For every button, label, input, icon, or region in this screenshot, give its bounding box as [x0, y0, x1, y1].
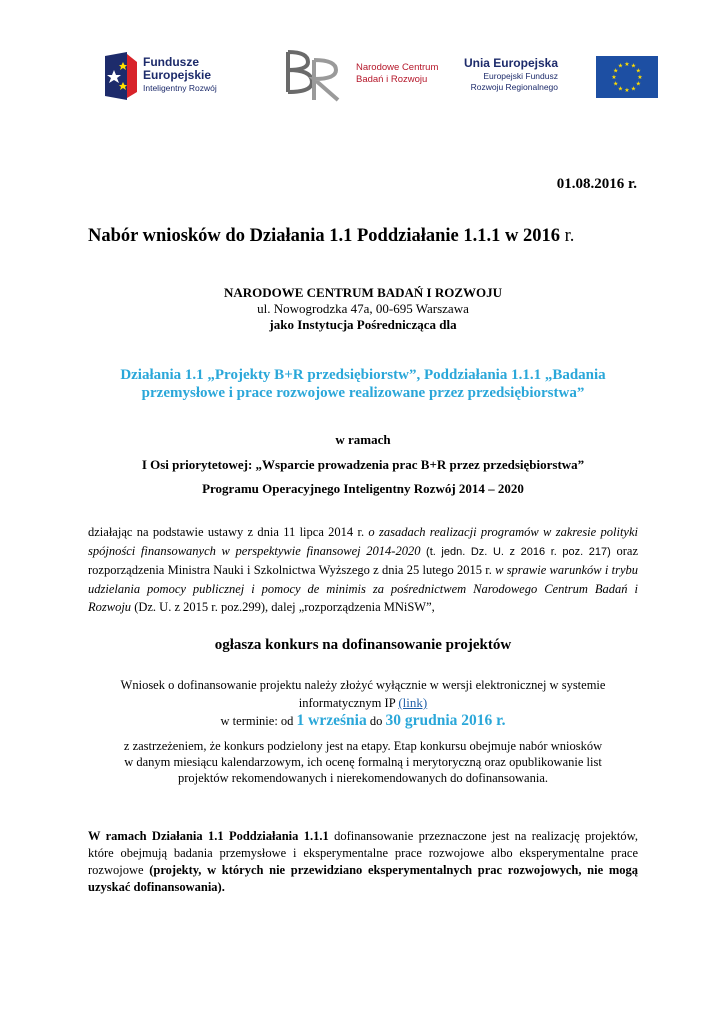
stages-line3: projektów rekomendowanych i nierekomendowanych do dofinansowania. — [177, 771, 549, 785]
action-title — [88, 366, 638, 402]
ncbr-logo — [284, 48, 454, 104]
ncbr-logo-line2: Badań i Rozwoju — [356, 74, 428, 85]
page-title — [88, 226, 574, 247]
stages-line2: w danym miesiącu kalendarzowym, ich ocenę formalną i merytoryczną oraz opublikowanie list — [124, 755, 602, 769]
funding-scope-paragraph — [88, 828, 638, 896]
page-title-text: Nabór wniosków do Działania 1.1 Poddziałanie 1.1.1 w 2016 — [88, 226, 560, 246]
submission-info — [88, 677, 638, 730]
org-address: ul. Nowogrodzka 47a, 00-695 Warszawa — [257, 301, 469, 316]
funding-scope-text: dofinansowanie przeznaczone jest na realizację projektów, które obejmują badania przemysłowe i eksperymentalne prace rozwojowe albo eksperymentalne prace rozwojowe — [88, 829, 638, 877]
eu-star-icon: ★ — [635, 68, 641, 75]
term-end-date: 30 grudnia 2016 r. — [385, 712, 506, 729]
eu-star-icon: ★ — [630, 86, 637, 93]
ue-logo-line3: Rozwoju Regionalnego — [470, 82, 558, 92]
legal-text-3: (Dz. U. z 2015 r. poz.299), dalej „rozporządzenia MNiSW”, — [131, 600, 435, 614]
ue-logo-line1: Unia Europejska — [463, 56, 558, 70]
eu-star-icon: ★ — [637, 75, 643, 81]
legal-citation: (t. jedn. Dz. U. z 2016 r. poz. 217) — [420, 545, 611, 558]
unia-europejska-logo — [463, 52, 666, 104]
legal-basis-paragraph — [88, 523, 638, 617]
submission-term — [88, 712, 638, 730]
eu-flag-icon — [596, 56, 658, 98]
page-title-suffix: r. — [559, 226, 575, 246]
term-start-date: 1 września — [296, 712, 367, 729]
ue-logo-line2: Europejski Fundusz — [483, 71, 558, 81]
fe-logo-line2: Europejskie — [143, 68, 212, 82]
submission-info-line2-text: informatycznym IP — [298, 696, 399, 710]
stages-paragraph — [88, 738, 638, 786]
submission-system-link[interactable]: (link) — [398, 695, 428, 710]
ncbr-br-mark-icon — [284, 48, 348, 104]
term-mid: do — [366, 714, 386, 728]
funding-scope-lead: W ramach Działania 1.1 Poddziałania 1.1.1 — [88, 829, 329, 843]
submission-info-line2 — [88, 694, 638, 712]
eu-star-icon: ★ — [613, 81, 619, 88]
fundusze-europejskie-logo — [105, 52, 235, 104]
w-ramach-label: w ramach — [335, 432, 391, 447]
fe-logo-text — [143, 56, 217, 95]
org-name: NARODOWE CENTRUM BADAŃ I ROZWOJU — [223, 285, 503, 300]
fe-logo-line1: Fundusze — [143, 55, 199, 69]
ue-logo-text — [464, 56, 558, 93]
eu-star-icon: ★ — [624, 88, 630, 94]
priority-axis-title: I Osi priorytetowej: „Wsparcie prowadzenia prac B+R przez przedsiębiorstwa” — [141, 457, 585, 472]
fe-star-flag-icon — [105, 52, 137, 100]
fe-logo-line3: Inteligentny Rozwój — [143, 83, 217, 93]
legal-text-1: działając na podstawie ustawy z dnia 11 lipca 2014 r. — [88, 525, 369, 539]
announcement-heading: ogłasza konkurs na dofinansowanie projektów — [214, 637, 512, 653]
action-title-line2: przemysłowe i prace rozwojowe realizowane przez przedsiębiorstwa” — [141, 385, 585, 401]
regulation-title: w sprawie warunków i trybu udzielania pomocy publicznej i pomocy de minimis za pośrednictwem Narodowego Centrum Badań i Rozwoju — [88, 563, 638, 614]
eu-star-icon: ★ — [613, 68, 619, 75]
legal-act-title: o zasadach realizacji programów w zakresie polityki spójności finansowanych w perspektywie finansowej 2014-2020 — [88, 525, 638, 558]
ncbr-logo-line1: Narodowe Centrum — [356, 62, 439, 73]
eu-star-icon: ★ — [635, 81, 641, 88]
program-title: Programu Operacyjnego Inteligentny Rozwój 2014 – 2020 — [202, 481, 524, 496]
term-prefix: w terminie: od — [220, 714, 297, 728]
funding-scope-restriction: (projekty, w których nie przewidziano eksperymentalnych prac rozwojowych, nie mogą uzyskać dofinansowania). — [88, 863, 638, 894]
eu-star-icon: ★ — [630, 63, 637, 70]
ncbr-logo-text — [356, 62, 438, 86]
document-date: 01.08.2016 r. — [556, 176, 637, 192]
submission-info-line1: Wniosek o dofinansowanie projektu należy złożyć wyłącznie w wersji elektronicznej w systemie — [120, 678, 606, 692]
stages-line1: z zastrzeżeniem, że konkurs podzielony jest na etapy. Etap konkursu obejmuje nabór wniosków — [123, 739, 603, 753]
org-role: jako Instytucja Pośrednicząca dla — [269, 317, 457, 332]
action-title-line1: Działania 1.1 „Projekty B+R przedsiębiorstw”, Poddziałania 1.1.1 „Badania — [120, 367, 606, 383]
eu-star-icon: ★ — [611, 75, 617, 81]
eu-star-icon: ★ — [624, 62, 630, 68]
eu-star-icon: ★ — [617, 86, 624, 93]
legal-text-2: oraz rozporządzenia Ministra Nauki i Szkolnictwa Wyższego z dnia 25 lutego 2015 r. — [88, 543, 638, 577]
eu-star-icon: ★ — [617, 63, 624, 70]
